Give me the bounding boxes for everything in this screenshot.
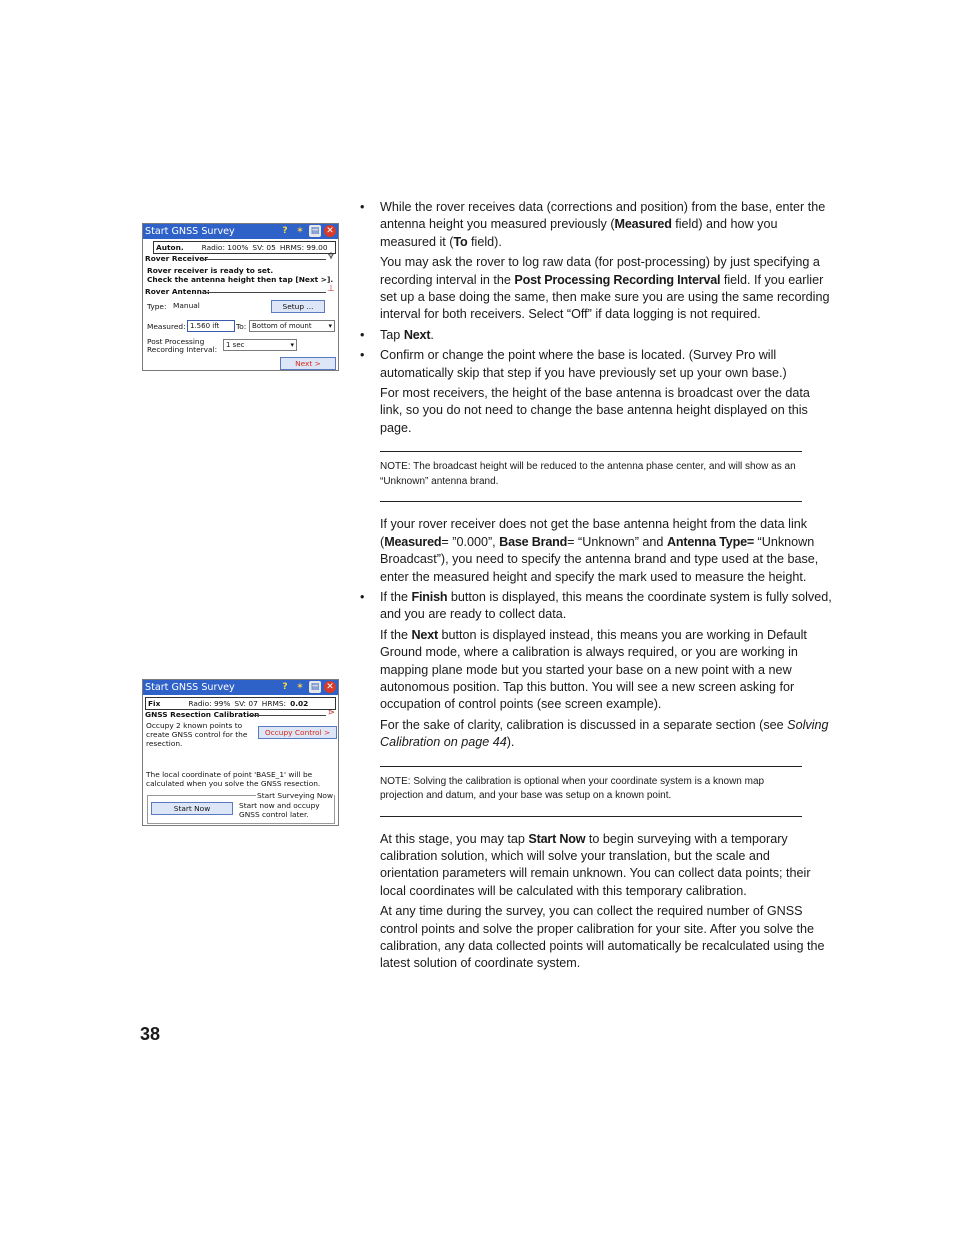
text: For the sake of clarity, calibration is discussed in a separate section (see xyxy=(380,717,788,732)
message-line: Check the antenna height then tap [Next >]. xyxy=(147,275,334,284)
hrms-status: HRMS: xyxy=(261,699,287,708)
pp-label: Recording Interval: xyxy=(147,345,218,354)
document-icon[interactable]: ▤ xyxy=(310,682,320,692)
solution-status: Fix xyxy=(148,699,161,708)
bullet: • xyxy=(360,327,365,342)
bullet: • xyxy=(360,200,365,214)
text: = ”0.000”, xyxy=(441,534,500,549)
close-icon[interactable]: ✕ xyxy=(324,681,336,693)
text: . xyxy=(430,327,434,342)
occupy-text: resection. xyxy=(146,739,183,748)
text: field) and how you measured it ( xyxy=(380,217,778,249)
divider xyxy=(248,715,326,716)
group-text: GNSS control later. xyxy=(239,810,309,819)
text: to begin surveying with a temporary calibration solution, which will solve your translation, but the scale and orientation parameters will remain unknown. You can collect data points; their local coordinates will be calculated with this temporary calibration. xyxy=(380,831,811,898)
receiver-icon: ♆ xyxy=(326,252,335,262)
text: If the xyxy=(380,627,412,642)
solution-status: Auton. xyxy=(156,243,184,252)
text: button is displayed, this means the coordinate system is fully solved, and you are ready to collect data. xyxy=(380,589,832,622)
group-text: Start now and occupy xyxy=(239,801,320,810)
bullet: • xyxy=(360,589,365,604)
rover-antenna-label: Rover Antenna: xyxy=(145,287,210,296)
field-name: Finish xyxy=(411,589,448,604)
field-name: To xyxy=(453,234,468,249)
hrms-status: HRMS: 99.00 xyxy=(279,243,328,252)
type-label: Type: xyxy=(147,302,167,311)
message-line: Rover receiver is ready to set. xyxy=(147,266,274,275)
measured-label: Measured: xyxy=(147,322,186,331)
local-coordinate-text: calculated when you solve the GNSS resection. xyxy=(146,779,321,788)
page-number: 38 xyxy=(140,1024,161,1044)
paragraph xyxy=(360,627,832,714)
local-coordinate-text: The local coordinate of point 'BASE_1' will be xyxy=(146,770,313,779)
paragraph xyxy=(360,254,832,324)
help-icon[interactable]: ? xyxy=(279,681,291,693)
group-label: Start Surveying Now xyxy=(257,791,333,800)
text: field. If you earlier set up a base doing the same, then make sure you are using the same recording interval for both receivers. Select “Off” if data logging is not required. xyxy=(380,272,830,322)
text: Confirm or change the point where the base is located. (Survey Pro will automatically skip that step if you have previously set up your own base.) xyxy=(380,348,787,380)
text: You may ask the rover to log raw data (for post-processing) by just specifying a recording interval in the xyxy=(380,255,820,287)
rover-setup-screen xyxy=(142,223,339,371)
occupy-control-button[interactable]: Occupy Control > xyxy=(258,726,337,739)
screen-title: Start GNSS Survey xyxy=(145,226,235,237)
field-name: Start Now xyxy=(528,831,586,846)
star-icon[interactable]: ✶ xyxy=(294,225,306,237)
resection-icon: ⋗ xyxy=(327,708,335,718)
star-icon[interactable]: ✶ xyxy=(294,681,306,693)
field-name: Antenna Type= xyxy=(666,534,755,549)
section-label: GNSS Resection Calibration xyxy=(145,710,260,719)
field-name: Post Processing Recording Interval xyxy=(514,272,721,287)
list-item xyxy=(360,199,832,251)
note-box: NOTE: The broadcast height will be reduced to the antenna phase center, and will show as an “Unknown” antenna brand. xyxy=(380,451,802,502)
text: While the rover receives data (corrections and position) from the base, enter the antenna height you measured previously ( xyxy=(380,200,826,232)
field-name: Next xyxy=(403,327,431,342)
text: If your rover receiver does not get the base antenna height from the data link ( xyxy=(380,517,808,549)
help-icon[interactable]: ? xyxy=(279,225,291,237)
paragraph xyxy=(360,831,832,901)
paragraph: For most receivers, the height of the base antenna is broadcast over the data link, so you do not need to change the base antenna height displayed on this page. xyxy=(380,386,810,435)
text: = “Unknown” and xyxy=(567,534,667,549)
recording-interval-select[interactable]: 1 sec ▾ xyxy=(223,339,297,351)
screen-title: Start GNSS Survey xyxy=(145,682,235,693)
list-item xyxy=(360,347,832,382)
divider xyxy=(203,259,326,260)
bullet: • xyxy=(360,348,365,363)
next-button[interactable]: Next > xyxy=(280,357,336,370)
to-label: To: xyxy=(236,322,247,331)
document-icon[interactable]: ▤ xyxy=(310,226,320,236)
close-icon[interactable]: ✕ xyxy=(324,225,336,237)
text: “Unknown Broadcast”), you need to specify the antenna brand and type used at the base, enter the measured height and specify the mark used to measure the height. xyxy=(380,534,819,584)
radio-status: Radio: 99% xyxy=(188,699,231,708)
body-text-column xyxy=(360,199,832,976)
paragraph: At any time during the survey, you can collect the required number of GNSS control points and solve the proper calibration for your site. After you solve the calibration, any data collected points will automatically be recalculated using the latest solution of coordinate system. xyxy=(380,904,825,971)
measured-input[interactable]: 1.560 ift xyxy=(187,320,235,332)
sv-status: SV: 07 xyxy=(234,699,258,708)
resection-calibration-screen xyxy=(142,679,339,826)
occupy-text: create GNSS control for the xyxy=(146,730,248,739)
text: Tap xyxy=(380,327,404,342)
status-bar[interactable] xyxy=(145,697,336,710)
text: At this stage, you may tap xyxy=(380,831,529,846)
paragraph xyxy=(360,516,832,586)
rover-receiver-label: Rover Receiver xyxy=(145,254,208,263)
list-item xyxy=(360,589,832,624)
to-select[interactable]: Bottom of mount ▾ xyxy=(249,320,335,332)
title-bar xyxy=(143,224,338,239)
radio-status: Radio: 100% xyxy=(201,243,249,252)
text: If the xyxy=(380,589,412,604)
setup-button[interactable]: Setup ... xyxy=(271,300,325,313)
occupy-text: Occupy 2 known points to xyxy=(146,721,243,730)
field-name: Measured xyxy=(614,217,672,232)
list-item xyxy=(360,327,832,344)
status-bar[interactable] xyxy=(153,241,336,254)
text: button is displayed instead, this means you are working in Default Ground mode, where a calibration is always required, or you are working in mapping plane mode but you started your base on a new point with a new autonomous position. Tap this button. You will see a new screen asking for occupation of control points (see screen example). xyxy=(380,627,807,712)
hrms-value: 0.02 xyxy=(290,699,309,708)
start-now-button[interactable]: Start Now xyxy=(151,802,233,815)
type-value: Manual xyxy=(173,301,200,310)
note-box: NOTE: Solving the calibration is optional when your coordinate system is a known map projection and datum, and your base was setup on a known point. xyxy=(380,766,802,817)
text: ). xyxy=(506,735,515,750)
sv-status: SV: 05 xyxy=(252,243,276,252)
pp-label: Post Processing xyxy=(147,337,205,346)
divider xyxy=(205,292,326,293)
antenna-icon: ⊥ xyxy=(327,284,335,294)
title-bar xyxy=(143,680,338,695)
field-name: Base Brand xyxy=(499,534,568,549)
field-name: Next xyxy=(411,627,439,642)
text: field). xyxy=(467,234,502,249)
paragraph xyxy=(360,717,832,752)
field-name: Measured xyxy=(384,534,442,549)
cross-reference-link[interactable]: Solving Calibration on page 44 xyxy=(380,717,829,750)
